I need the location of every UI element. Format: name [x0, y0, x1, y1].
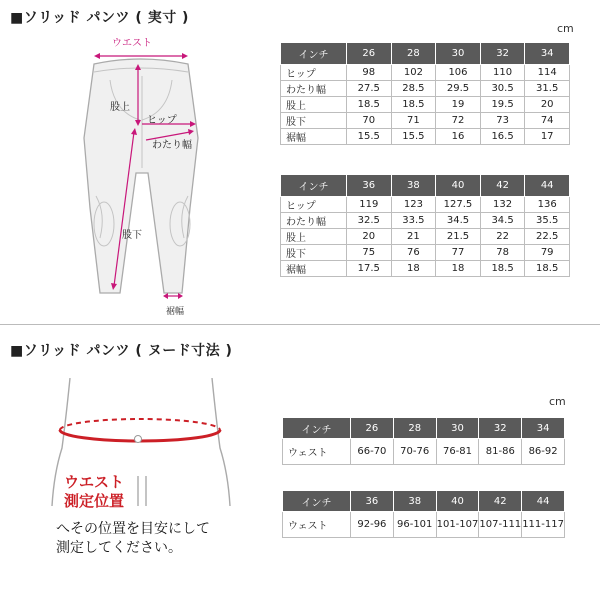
header-cell: 38 [393, 491, 436, 512]
cell: 35.5 [525, 213, 570, 229]
cell: 75 [347, 245, 392, 261]
cell: 98 [347, 65, 392, 81]
cell: 81-86 [479, 439, 522, 465]
cell: 18 [391, 261, 436, 277]
header-cell: インチ [283, 491, 351, 512]
navel-icon [135, 436, 142, 443]
section1-unit: cm [557, 22, 574, 35]
cell: 21 [391, 229, 436, 245]
cell: 86-92 [522, 439, 565, 465]
header-cell: 32 [480, 43, 525, 65]
row-label: 股上 [281, 97, 347, 113]
waist-position-label-2: 測定位置 [64, 492, 125, 510]
table-row [281, 197, 570, 213]
pants-outline [84, 59, 198, 293]
header-cell: 30 [436, 43, 481, 65]
cell: 19 [436, 97, 481, 113]
cell: 132 [480, 197, 525, 213]
cell: 20 [347, 229, 392, 245]
cell: 92-96 [351, 512, 394, 538]
table-header-row [281, 43, 570, 65]
row-label: ヒップ [281, 197, 347, 213]
cell: 34.5 [436, 213, 481, 229]
table-row [281, 113, 570, 129]
cell: 107-111 [479, 512, 522, 538]
row-label: ウェスト [283, 439, 351, 465]
row-label: 裾幅 [281, 261, 347, 277]
header-cell: 32 [479, 418, 522, 439]
cell: 34.5 [480, 213, 525, 229]
cell: 77 [436, 245, 481, 261]
cell: 15.5 [347, 129, 392, 145]
cell: 71 [391, 113, 436, 129]
header-cell: 44 [522, 491, 565, 512]
cell: 20 [525, 97, 570, 113]
row-label: わたり幅 [281, 81, 347, 97]
cell: 136 [525, 197, 570, 213]
header-cell: 40 [436, 491, 479, 512]
cell: 17.5 [347, 261, 392, 277]
cell: 18.5 [391, 97, 436, 113]
row-label: 裾幅 [281, 129, 347, 145]
pants-diagram [50, 28, 235, 320]
table-row [281, 261, 570, 277]
header-cell: インチ [281, 43, 347, 65]
hem-arrow [163, 293, 183, 299]
table-row [281, 81, 570, 97]
diagram-label-waist: ウエスト [112, 38, 152, 49]
cell: 74 [525, 113, 570, 129]
measure-note-line1: へその位置を目安にして [56, 521, 210, 537]
row-label: 股下 [281, 113, 347, 129]
table-row [281, 129, 570, 145]
cell: 18 [436, 261, 481, 277]
row-label: ヒップ [281, 65, 347, 81]
table-row [283, 439, 565, 465]
cell: 29.5 [436, 81, 481, 97]
cell: 19.5 [480, 97, 525, 113]
header-cell: 26 [347, 43, 392, 65]
cell: 15.5 [391, 129, 436, 145]
header-cell: 42 [480, 175, 525, 197]
waist-position-label-1: ウエスト [64, 473, 125, 491]
header-cell: 40 [436, 175, 481, 197]
row-label: ウェスト [283, 512, 351, 538]
cell: 32.5 [347, 213, 392, 229]
header-cell: 34 [525, 43, 570, 65]
cell: 18.5 [347, 97, 392, 113]
cell: 101-107 [436, 512, 479, 538]
cell: 127.5 [436, 197, 481, 213]
diagram-label-rise: 股上 [110, 102, 130, 113]
cell: 123 [391, 197, 436, 213]
diagram-label-thigh: わたり幅 [152, 140, 192, 151]
table-row [281, 65, 570, 81]
table-row [281, 97, 570, 113]
cell: 111-117 [522, 512, 565, 538]
section2-title: ■ソリッド パンツ ( ヌード寸法 ) [10, 343, 233, 359]
size-table-actual-2 [280, 174, 570, 277]
cell: 21.5 [436, 229, 481, 245]
header-cell: インチ [281, 175, 347, 197]
header-cell: インチ [283, 418, 351, 439]
table-header-row [283, 418, 565, 439]
cell: 78 [480, 245, 525, 261]
cell: 119 [347, 197, 392, 213]
measure-note-line2: 測定してください。 [56, 540, 182, 556]
section-divider [0, 324, 600, 325]
size-table-actual-1 [280, 42, 570, 145]
cell: 72 [436, 113, 481, 129]
cell: 17 [525, 129, 570, 145]
cell: 31.5 [525, 81, 570, 97]
cell: 22 [480, 229, 525, 245]
size-table-nude-1 [282, 417, 565, 465]
cell: 76-81 [436, 439, 479, 465]
table-header-row [283, 491, 565, 512]
table-header-row [281, 175, 570, 197]
diagram-label-inseam: 股下 [122, 230, 142, 241]
row-label: 股上 [281, 229, 347, 245]
header-cell: 28 [393, 418, 436, 439]
diagram-label-hem: 裾幅 [166, 307, 185, 317]
waist-arrow [94, 53, 188, 59]
cell: 70 [347, 113, 392, 129]
cell: 18.5 [525, 261, 570, 277]
table-row [283, 512, 565, 538]
cell: 66-70 [351, 439, 394, 465]
header-cell: 30 [436, 418, 479, 439]
cell: 102 [391, 65, 436, 81]
cell: 79 [525, 245, 570, 261]
section2-unit: cm [549, 395, 566, 408]
table-row [281, 245, 570, 261]
cell: 73 [480, 113, 525, 129]
header-cell: 36 [351, 491, 394, 512]
cell: 96-101 [393, 512, 436, 538]
table-row [281, 213, 570, 229]
cell: 110 [480, 65, 525, 81]
cell: 70-76 [393, 439, 436, 465]
cell: 16.5 [480, 129, 525, 145]
section1-title: ■ソリッド パンツ ( 実寸 ) [10, 10, 189, 26]
header-cell: 34 [522, 418, 565, 439]
table-row [281, 229, 570, 245]
cell: 27.5 [347, 81, 392, 97]
cell: 28.5 [391, 81, 436, 97]
header-cell: 26 [351, 418, 394, 439]
cell: 114 [525, 65, 570, 81]
row-label: わたり幅 [281, 213, 347, 229]
diagram-label-hip: ヒップ [147, 115, 177, 126]
size-table-nude-2 [282, 490, 565, 538]
header-cell: 42 [479, 491, 522, 512]
header-cell: 44 [525, 175, 570, 197]
header-cell: 28 [391, 43, 436, 65]
row-label: 股下 [281, 245, 347, 261]
cell: 16 [436, 129, 481, 145]
cell: 76 [391, 245, 436, 261]
header-cell: 38 [391, 175, 436, 197]
header-cell: 36 [347, 175, 392, 197]
cell: 30.5 [480, 81, 525, 97]
cell: 22.5 [525, 229, 570, 245]
cell: 18.5 [480, 261, 525, 277]
cell: 106 [436, 65, 481, 81]
cell: 33.5 [391, 213, 436, 229]
